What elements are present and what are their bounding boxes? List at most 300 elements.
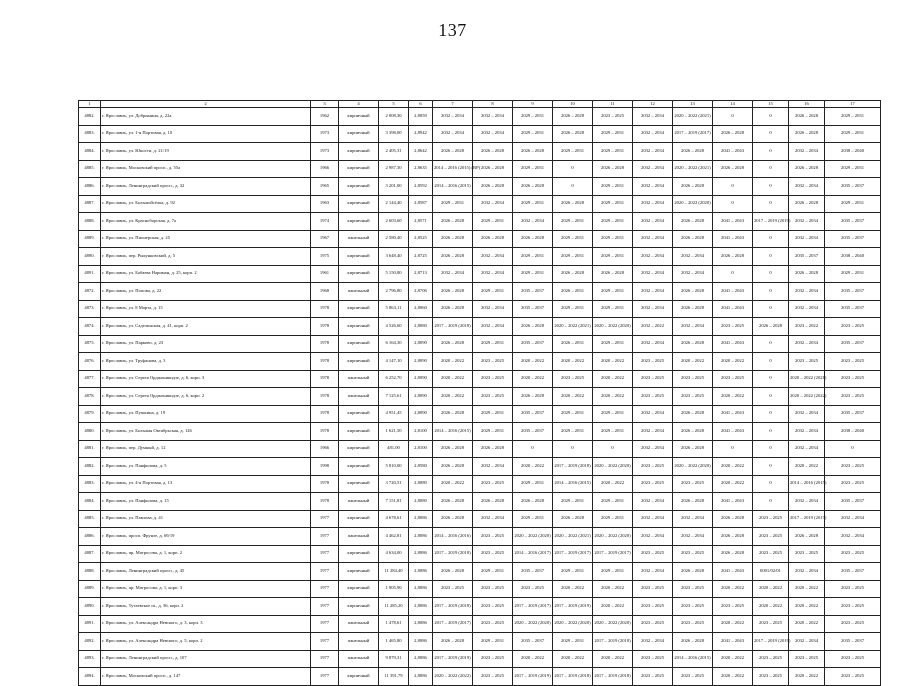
table-cell: 2020 – 2022 bbox=[593, 353, 633, 371]
table-cell: 2032 – 2034 bbox=[633, 160, 673, 178]
table-row bbox=[79, 230, 881, 248]
table-row bbox=[79, 178, 881, 196]
column-header: 4 bbox=[339, 101, 379, 108]
table-cell: кирпичный bbox=[339, 335, 379, 353]
row-number: 4893. bbox=[79, 650, 101, 668]
table-cell: 2023 – 2025 bbox=[633, 668, 673, 686]
table-row bbox=[79, 108, 881, 126]
table-cell: 2029 – 2031 bbox=[433, 195, 473, 213]
table-cell: 0 bbox=[593, 440, 633, 458]
table-cell: 7 125,61 bbox=[379, 388, 409, 406]
table-cell: 2023 – 2025 bbox=[825, 650, 881, 668]
table-cell: 2,8580 bbox=[409, 458, 433, 476]
table-cell: 2026 – 2028 bbox=[433, 230, 473, 248]
address-cell: г. Ярославль, ул. Саделинская, д. 41, корп. 2 bbox=[101, 318, 311, 336]
table-cell: 2017 – 2019 (2018) bbox=[553, 458, 593, 476]
table-cell: 2026 – 2028 bbox=[433, 458, 473, 476]
table-cell: 0 bbox=[753, 143, 789, 161]
row-number: 4876. bbox=[79, 353, 101, 371]
table-cell: 0 bbox=[753, 475, 789, 493]
table-row bbox=[79, 160, 881, 178]
table-cell: 2029 – 2031 bbox=[553, 230, 593, 248]
table-row bbox=[79, 493, 881, 511]
table-cell: 2017 – 2019 (2017) bbox=[513, 598, 553, 616]
table-cell: 2029 – 2031 bbox=[825, 108, 881, 126]
table-cell: 2020 – 2022 bbox=[713, 475, 753, 493]
table-cell: 2026 – 2028 bbox=[713, 510, 753, 528]
address-cell: г. Ярославль, пр. Матросова, д. 1, корп. 3 bbox=[101, 580, 311, 598]
table-cell: 2023 – 2025 bbox=[825, 388, 881, 406]
table-cell: 2032 – 2034 bbox=[789, 283, 825, 301]
table-cell: 1974 bbox=[311, 213, 339, 231]
table-cell: 2023 – 2025 bbox=[713, 598, 753, 616]
table-row bbox=[79, 510, 881, 528]
table-cell: 0 bbox=[753, 178, 789, 196]
table-cell: 1977 bbox=[311, 580, 339, 598]
table-row bbox=[79, 143, 881, 161]
table-cell: 0 bbox=[753, 283, 789, 301]
table-cell: 2023 – 2025 bbox=[673, 580, 713, 598]
table-cell: 1 465,80 bbox=[379, 633, 409, 651]
column-header: 15 bbox=[753, 101, 789, 108]
header-row bbox=[79, 101, 881, 108]
table-cell: 6 252,70 bbox=[379, 370, 409, 388]
table-cell: 2026 – 2028 bbox=[513, 318, 553, 336]
table-cell: 1 621,50 bbox=[379, 423, 409, 441]
table-cell: 1977 bbox=[311, 650, 339, 668]
row-number: 4887. bbox=[79, 195, 101, 213]
table-cell: 2026 – 2028 bbox=[753, 318, 789, 336]
table-cell: 2023 – 2025 bbox=[433, 580, 473, 598]
table-cell: 2020 – 2022 (2021) bbox=[553, 528, 593, 546]
table-cell: 2023 – 2025 bbox=[633, 650, 673, 668]
table-cell: 2026 – 2028 bbox=[673, 230, 713, 248]
table-cell: 2032 – 2034 bbox=[673, 510, 713, 528]
table-cell: 0 bbox=[753, 405, 789, 423]
table-row bbox=[79, 125, 881, 143]
table-cell: 2029 – 2031 bbox=[825, 160, 881, 178]
table-cell: 1965 bbox=[311, 178, 339, 196]
table-cell: 2020 – 2022 (2022) bbox=[433, 668, 473, 686]
table-cell: 2035 – 2037 bbox=[825, 283, 881, 301]
table-cell: 2029 – 2031 bbox=[553, 248, 593, 266]
table-cell: 0 bbox=[713, 195, 753, 213]
table-cell: кирпичный bbox=[339, 423, 379, 441]
table-cell: 2020 – 2022 (2020) bbox=[553, 615, 593, 633]
table-cell: 2,8090 bbox=[409, 370, 433, 388]
table-cell: 2032 – 2034 bbox=[789, 493, 825, 511]
table-cell: 2032 – 2034 bbox=[633, 283, 673, 301]
table-cell: 1978 bbox=[311, 423, 339, 441]
table-cell: 2020 – 2022 bbox=[789, 458, 825, 476]
table-cell: 2,8086 bbox=[409, 633, 433, 651]
table-cell: панельный bbox=[339, 370, 379, 388]
table-row bbox=[79, 388, 881, 406]
table-cell: 2032 – 2034 bbox=[633, 108, 673, 126]
table-cell: 2023 – 2025 bbox=[633, 388, 673, 406]
table-cell: 2026 – 2031 bbox=[553, 335, 593, 353]
table-cell: 2023 – 2025 bbox=[633, 580, 673, 598]
table-cell: 2032 – 2034 bbox=[633, 143, 673, 161]
table-row bbox=[79, 370, 881, 388]
address-cell: г. Ярославль, Московский просп., д. 55а bbox=[101, 160, 311, 178]
table-cell: 2020 – 2022 bbox=[593, 475, 633, 493]
address-cell: г. Ярославль, пер. Рыкунковский, д. 5 bbox=[101, 248, 311, 266]
table-cell: 2035 – 2037 bbox=[825, 493, 881, 511]
table-cell: 2032 – 2034 bbox=[633, 248, 673, 266]
table-cell: 2023 – 2025 bbox=[473, 598, 513, 616]
table-cell: 2026 – 2028 bbox=[433, 283, 473, 301]
column-header: 6 bbox=[409, 101, 433, 108]
table-cell: 2032 – 2034 bbox=[473, 265, 513, 283]
table-cell: 2026 – 2028 bbox=[513, 230, 553, 248]
row-number: 4892. bbox=[79, 633, 101, 651]
table-cell: 2023 – 2025 bbox=[473, 370, 513, 388]
table-cell: 1977 bbox=[311, 510, 339, 528]
table-cell: 2 796,80 bbox=[379, 283, 409, 301]
table-cell: 2020 – 2022 bbox=[513, 370, 553, 388]
table-cell: 2020 – 2022 (2022) bbox=[789, 388, 825, 406]
table-cell: 2029 – 2031 bbox=[593, 178, 633, 196]
column-header: 9 bbox=[513, 101, 553, 108]
row-number: 4883. bbox=[79, 125, 101, 143]
table-cell: 11 391,79 bbox=[379, 668, 409, 686]
table-cell: 1977 bbox=[311, 563, 339, 581]
table-cell: 2035 – 2037 bbox=[825, 178, 881, 196]
table-cell: 2020 – 2022 bbox=[553, 388, 593, 406]
table-cell: 2023 – 2025 bbox=[753, 615, 789, 633]
table-cell: 2020 – 2022 (2020) bbox=[513, 615, 553, 633]
table-cell: 2 144,40 bbox=[379, 195, 409, 213]
column-header: 3 bbox=[311, 101, 339, 108]
column-header: 2 bbox=[101, 101, 311, 108]
table-cell: 0 bbox=[753, 353, 789, 371]
table-cell: 2014 – 2016 (2015) bbox=[673, 650, 713, 668]
table-cell: 1977 bbox=[311, 615, 339, 633]
table-cell: панельный bbox=[339, 230, 379, 248]
table-cell: 0 bbox=[753, 108, 789, 126]
table-cell: 7 151,81 bbox=[379, 493, 409, 511]
table-cell: 2038 – 2040 bbox=[825, 143, 881, 161]
address-cell: г. Ярославль, Тутаевское ш., д. 36, корп. 2 bbox=[101, 598, 311, 616]
table-cell: 2,8086 bbox=[409, 580, 433, 598]
table-cell: 2,8713 bbox=[409, 265, 433, 283]
table-cell: 2,8060 bbox=[409, 300, 433, 318]
table-cell: 2 580,40 bbox=[379, 230, 409, 248]
table-row bbox=[79, 475, 881, 493]
address-cell: г. Ярославль, ул. Попова, д. 22 bbox=[101, 283, 311, 301]
table-cell: 2026 – 2028 bbox=[473, 178, 513, 196]
table-cell: 2026 – 2028 bbox=[433, 563, 473, 581]
table-cell: 2032 – 2034 bbox=[473, 510, 513, 528]
table-cell: 2020 – 2022 bbox=[713, 580, 753, 598]
table-cell: 2032 – 2034 bbox=[473, 300, 513, 318]
row-number: 4890. bbox=[79, 248, 101, 266]
address-cell: г. Ярославль, ул. Сергея Орджоникидзе, д. 6, корп. 3 bbox=[101, 370, 311, 388]
table-cell: 2026 – 2028 bbox=[673, 405, 713, 423]
table-cell: кирпичный bbox=[339, 248, 379, 266]
row-number: 4880. bbox=[79, 423, 101, 441]
table-cell: 2026 – 2028 bbox=[473, 440, 513, 458]
table-cell: 2017 – 2019 (2019) bbox=[753, 213, 789, 231]
table-cell: кирпичный bbox=[339, 353, 379, 371]
address-cell: г. Ярославль, ул. Александра Невского, д. 5, корп. 2 bbox=[101, 633, 311, 651]
table-cell: 5 150,80 bbox=[379, 265, 409, 283]
table-cell: 2029 – 2031 bbox=[593, 230, 633, 248]
table-cell: 2020 – 2022 bbox=[789, 580, 825, 598]
table-cell: панельный bbox=[339, 528, 379, 546]
table-row bbox=[79, 423, 881, 441]
row-number: 4890. bbox=[79, 598, 101, 616]
table-cell: 2020 – 2022 bbox=[433, 388, 473, 406]
table-cell: 2041 – 2043 bbox=[713, 300, 753, 318]
address-cell: г. Ярославль, ул. Труфанова, д. 3 bbox=[101, 353, 311, 371]
column-header: 8 bbox=[473, 101, 513, 108]
table-cell: 2023 – 2025 bbox=[753, 510, 789, 528]
table-cell: 2032 – 2034 bbox=[673, 248, 713, 266]
table-cell: кирпичный bbox=[339, 125, 379, 143]
table-cell: 2032 – 2034 bbox=[789, 633, 825, 651]
table-cell: 2017 – 2019 (2018) bbox=[593, 633, 633, 651]
table-cell: 2023 – 2025 bbox=[825, 545, 881, 563]
address-cell: г. Ярославль, ул. Красноборская, д. 7а bbox=[101, 213, 311, 231]
table-cell: 2020 – 2022 bbox=[673, 353, 713, 371]
table-cell: 2017 – 2019 (2017) bbox=[673, 125, 713, 143]
address-cell: г. Ярославль, ул. Панфилова, д. 15 bbox=[101, 493, 311, 511]
table-cell: 2020 – 2022 bbox=[753, 580, 789, 598]
table-cell: 2041 – 2043 bbox=[713, 230, 753, 248]
table-cell: 2026 – 2028 bbox=[433, 300, 473, 318]
address-cell: г. Ярославль, пр. Матросова, д. 1, корп. 2 bbox=[101, 545, 311, 563]
row-number: 4887. bbox=[79, 545, 101, 563]
table-cell: 2026 – 2028 bbox=[673, 178, 713, 196]
table-cell: 2,8525 bbox=[409, 230, 433, 248]
table-cell: 2,8086 bbox=[409, 563, 433, 581]
table-cell: кирпичный bbox=[339, 598, 379, 616]
table-cell: 2020 – 2022 bbox=[433, 370, 473, 388]
table-cell: 2023 – 2025 bbox=[825, 475, 881, 493]
table-cell: 2020 – 2022 bbox=[789, 615, 825, 633]
table-cell: 2023 – 2025 bbox=[713, 370, 753, 388]
table-cell: 2032 – 2034 bbox=[473, 125, 513, 143]
table-cell: 2023 – 2025 bbox=[633, 615, 673, 633]
table-cell: 1977 bbox=[311, 598, 339, 616]
table-cell: 2032 – 2034 bbox=[789, 563, 825, 581]
table-cell: 2020 – 2022 (2020) bbox=[593, 318, 633, 336]
table-cell: 2017 – 2019 (2019) bbox=[433, 650, 473, 668]
table-cell: 2026 – 2028 bbox=[513, 178, 553, 196]
table-cell: 1973 bbox=[311, 143, 339, 161]
table-cell: 2041 – 2043 bbox=[713, 423, 753, 441]
address-cell: г. Ярославль, ул. Александра Невского, д. 3, корп. 3 bbox=[101, 615, 311, 633]
table-cell: 1978 bbox=[311, 493, 339, 511]
table-cell: 2026 – 2028 bbox=[433, 633, 473, 651]
table-row bbox=[79, 248, 881, 266]
table-cell: 2023 – 2025 bbox=[633, 545, 673, 563]
table-cell: 2029 – 2031 bbox=[473, 405, 513, 423]
table-cell: 1977 bbox=[311, 528, 339, 546]
table-body bbox=[79, 108, 881, 686]
table-cell: 2023 – 2025 bbox=[789, 545, 825, 563]
table-cell: 2,8080 bbox=[409, 475, 433, 493]
table-cell: 2032 – 2034 bbox=[633, 423, 673, 441]
table-row bbox=[79, 265, 881, 283]
table-cell: 2,8587 bbox=[409, 195, 433, 213]
row-number: 4882. bbox=[79, 108, 101, 126]
address-cell: г. Ярославль, ул. Юности, д. 21/19 bbox=[101, 143, 311, 161]
table-cell: 0 bbox=[753, 388, 789, 406]
table-cell: 1977 bbox=[311, 545, 339, 563]
table-cell: 2032 – 2034 bbox=[633, 493, 673, 511]
table-cell: 2026 – 2028 bbox=[433, 213, 473, 231]
table-cell: 0 bbox=[753, 300, 789, 318]
table-cell: 2029 – 2031 bbox=[593, 405, 633, 423]
table-cell: 2029 – 2031 bbox=[513, 248, 553, 266]
table-cell: 2023 – 2025 bbox=[673, 545, 713, 563]
table-cell: 2 987,30 bbox=[379, 160, 409, 178]
table-cell: 2026 – 2028 bbox=[789, 265, 825, 283]
row-number: 4886. bbox=[79, 528, 101, 546]
table-cell: 1978 bbox=[311, 475, 339, 493]
table-cell: 2029 – 2031 bbox=[553, 423, 593, 441]
table-cell: панельный bbox=[339, 388, 379, 406]
table-cell: 1978 bbox=[311, 300, 339, 318]
table-cell: 2020 – 2022 (2020) bbox=[673, 195, 713, 213]
table-cell: 2020 – 2022 bbox=[513, 353, 553, 371]
table-cell: 2020 – 2022 bbox=[593, 598, 633, 616]
table-cell: 2032 – 2034 bbox=[633, 633, 673, 651]
address-cell: г. Ярославль, ул. 4-я Портовая, д. 13 bbox=[101, 475, 311, 493]
table-row bbox=[79, 405, 881, 423]
row-number: 4886. bbox=[79, 178, 101, 196]
table-cell: 2020 – 2022 bbox=[593, 370, 633, 388]
table-cell: 2029 – 2031 bbox=[513, 475, 553, 493]
table-cell: 2020 – 2022 bbox=[513, 458, 553, 476]
row-number: 4881. bbox=[79, 440, 101, 458]
table-cell: 2041 – 2043 bbox=[713, 213, 753, 231]
table-cell: 2026 – 2028 bbox=[473, 143, 513, 161]
table-cell: 2017 – 2019 (2019) bbox=[513, 668, 553, 686]
table-cell: 2029 – 2031 bbox=[593, 125, 633, 143]
table-cell: 2017 – 2019 (2017) bbox=[433, 615, 473, 633]
table-cell: 0 bbox=[753, 370, 789, 388]
table-cell: 2029 – 2031 bbox=[553, 143, 593, 161]
table-cell: 2026 – 2028 bbox=[433, 248, 473, 266]
table-cell: 4 462,81 bbox=[379, 528, 409, 546]
row-number: 4889. bbox=[79, 230, 101, 248]
table-cell: 3 720,51 bbox=[379, 475, 409, 493]
table-cell: 2032 – 2022 bbox=[633, 318, 673, 336]
table-cell: панельный bbox=[339, 650, 379, 668]
table-cell: 2032 – 2034 bbox=[825, 510, 881, 528]
table-cell: кирпичный bbox=[339, 475, 379, 493]
table-cell: 2029 – 2031 bbox=[473, 213, 513, 231]
table-cell: 2035 – 2037 bbox=[825, 405, 881, 423]
table-cell: 2029 – 2031 bbox=[513, 108, 553, 126]
row-number: 4882. bbox=[79, 458, 101, 476]
table-cell: 2014 – 2016 (2016) bbox=[433, 528, 473, 546]
table-row bbox=[79, 580, 881, 598]
table-cell: 0 bbox=[753, 160, 789, 178]
table-cell: 0 bbox=[753, 493, 789, 511]
table-cell: 2020 – 2022 bbox=[713, 650, 753, 668]
table-cell: 2026 – 2028 bbox=[473, 230, 513, 248]
table-cell: 2023 – 2025 bbox=[633, 458, 673, 476]
table-row bbox=[79, 545, 881, 563]
table-cell: 2032 – 2034 bbox=[789, 300, 825, 318]
row-number: 4884. bbox=[79, 493, 101, 511]
table-cell: 2020 – 2022 (2021) bbox=[673, 160, 713, 178]
row-number: 4891. bbox=[79, 615, 101, 633]
table-cell: 2032 – 2034 bbox=[633, 528, 673, 546]
table-cell: 2029 – 2031 bbox=[553, 493, 593, 511]
table-cell: 1978 bbox=[311, 370, 339, 388]
table-cell: 2023 – 2025 bbox=[673, 668, 713, 686]
table-cell: 2035 – 2037 bbox=[789, 248, 825, 266]
table-cell: 0 bbox=[713, 178, 753, 196]
table-cell: кирпичный bbox=[339, 440, 379, 458]
row-number: 4885. bbox=[79, 510, 101, 528]
table-cell: 2023 – 2025 bbox=[753, 668, 789, 686]
table-cell: 2041 – 2043 bbox=[713, 633, 753, 651]
row-number: 4883. bbox=[79, 475, 101, 493]
table-cell: 2032 – 2034 bbox=[633, 510, 673, 528]
table-cell: кирпичный bbox=[339, 458, 379, 476]
table-cell: 2 008,30 bbox=[379, 108, 409, 126]
table-cell: 2026 – 2028 bbox=[673, 283, 713, 301]
table-cell: 2032 – 2034 bbox=[633, 125, 673, 143]
table-cell: 0 bbox=[753, 248, 789, 266]
table-cell: 2026 – 2028 bbox=[473, 160, 513, 178]
table-cell: 2029 – 2031 bbox=[593, 143, 633, 161]
table-cell: 2,8571 bbox=[409, 213, 433, 231]
table-cell: 2026 – 2028 bbox=[433, 510, 473, 528]
table-cell: 2035 – 2037 bbox=[825, 230, 881, 248]
table-cell: 2026 – 2028 bbox=[713, 545, 753, 563]
table-cell: 2026 – 2028 bbox=[713, 125, 753, 143]
column-header: 5 bbox=[379, 101, 409, 108]
table-cell: 2029 – 2031 bbox=[473, 563, 513, 581]
table-row bbox=[79, 563, 881, 581]
table-cell: 2029 – 2031 bbox=[593, 423, 633, 441]
address-cell: г. Ярославль, просп. Фрунзе, д. 69/19 bbox=[101, 528, 311, 546]
column-header: 13 bbox=[673, 101, 713, 108]
table-cell: 2032 – 2034 bbox=[633, 230, 673, 248]
table-cell: 2029 – 2031 bbox=[513, 195, 553, 213]
table-cell: кирпичный bbox=[339, 213, 379, 231]
table-cell: 2023 – 2025 bbox=[473, 528, 513, 546]
table-cell: 2035 – 2037 bbox=[513, 423, 553, 441]
table-cell: 2020 – 2022 (2021) bbox=[553, 318, 593, 336]
table-cell: 2032 – 2034 bbox=[633, 300, 673, 318]
table-cell: 2,8090 bbox=[409, 388, 433, 406]
table-cell: 2,8090 bbox=[409, 353, 433, 371]
table-cell: 2026 – 2028 bbox=[473, 493, 513, 511]
table-cell: 2017 – 2019 (2018) bbox=[593, 668, 633, 686]
table-cell: 2020 – 2022 bbox=[553, 650, 593, 668]
table-cell: 2023 – 2025 bbox=[633, 370, 673, 388]
address-cell: г. Ярославль, ул. Сергея Орджоникидзе, д. 6, корп. 2 bbox=[101, 388, 311, 406]
table-cell: 2,8090 bbox=[409, 405, 433, 423]
table-cell: 2026 – 2028 bbox=[789, 108, 825, 126]
address-cell: г. Ярославль, ул. Панфилова, д. 5 bbox=[101, 458, 311, 476]
table-row bbox=[79, 213, 881, 231]
table-cell: 2020 – 2022 bbox=[789, 668, 825, 686]
table-cell: 2020 – 2022 bbox=[593, 388, 633, 406]
table-cell: 2026 – 2028 bbox=[673, 300, 713, 318]
table-cell: 2026 – 2028 bbox=[433, 440, 473, 458]
table-cell: 2029 – 2031 bbox=[473, 283, 513, 301]
